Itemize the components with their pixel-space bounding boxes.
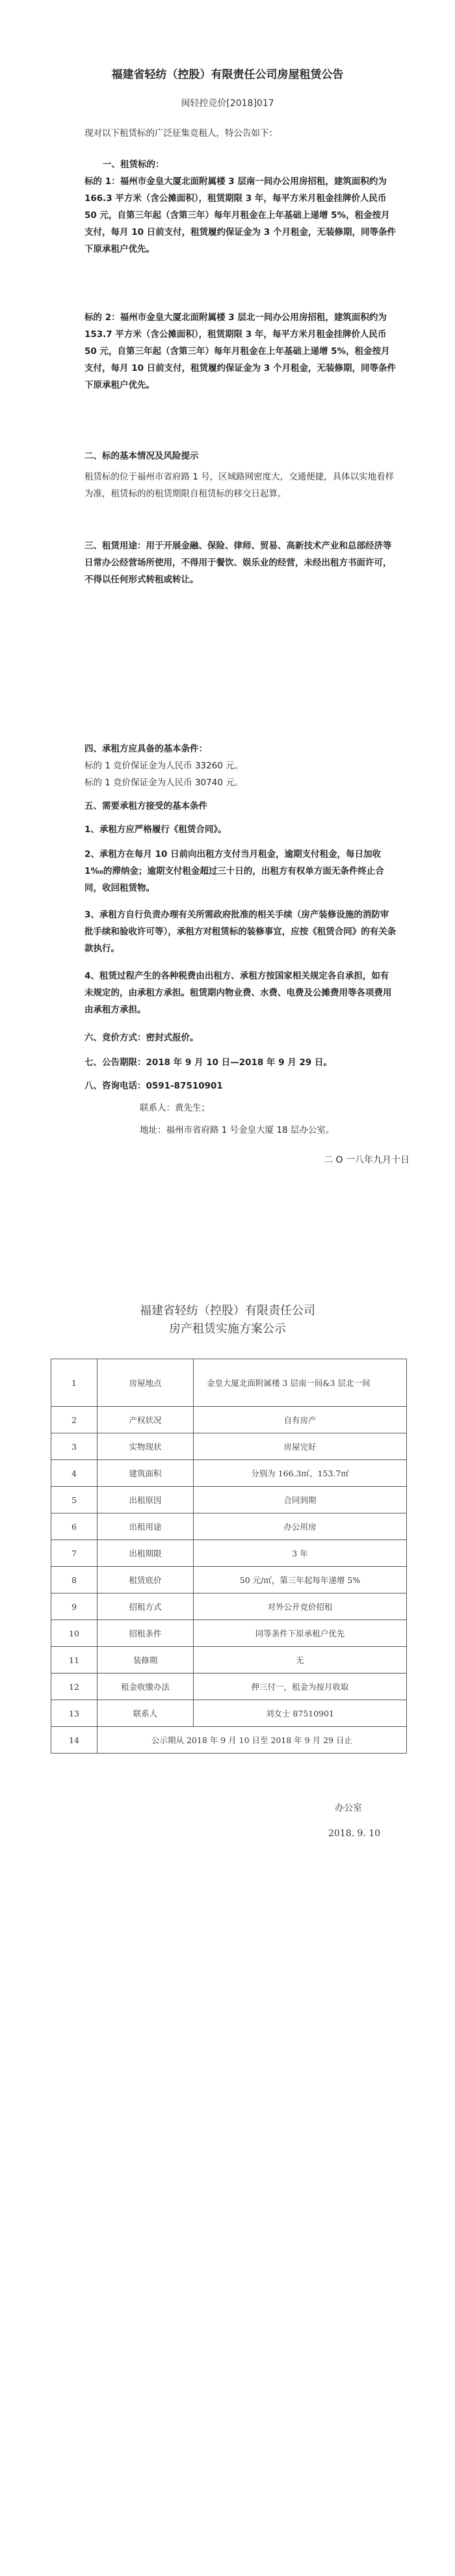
condition-5-1: 1、承租方应严格履行《租赁合同》。	[84, 824, 227, 835]
document-number: 闽轻控竞价[2018]017	[181, 98, 274, 109]
condition-1: 标的 1 竞价保证金为人民币 33260 元。	[84, 761, 244, 771]
plan-signer: 办公室	[335, 1803, 362, 1813]
item-2-text: 标的 2：福州市金皇大厦北面附属楼 3 层北一间办公用房招租，建筑面积约为 153.7 平方米（含公摊面积），租赁期限 3 年，每平方米月租金挂牌价人民币 50 元，自第三年起（含第三年）每年月租金在上年基础上递增 5%，租金按月支付，每月 10 日前支付，租赁履约保证金为 3 个月租金，无装修期，同等条件下原承租户优先。	[84, 312, 396, 390]
section-heading-1: 一、租赁标的：	[103, 159, 164, 170]
plan-title-line-2: 房产租赁实施方案公示	[169, 1322, 286, 1336]
table-row: 2 产权状况 自有房产	[51, 1407, 407, 1433]
condition-5-3: 3、承租方自行负责办理有关所需政府批准的相关手续（房产装修设施的消防审批手续和验收许可等），承租方对租赁标的装修事宜，应按《租赁合同》的有关条款执行。	[84, 910, 396, 954]
table-row: 12 租金收缴办法 押三付一，租金为按月收取	[51, 1674, 407, 1700]
section-2-text: 租赁标的位于福州市省府路 1 号，区域路网密度大，交通便捷，具体以实地看样为准，租赁标的的租赁期限自租赁标的移交日起算。	[84, 472, 395, 499]
item-1-text: 标的 1：福州市金皇大厦北面附属楼 3 层南一间办公用房招租，建筑面积约为 166.3 平方米（含公摊面积），租赁期限 3 年，每平方米月租金挂牌价人民币 50 元，自第三年起（含第三年）每年月租金在上年基础上递增 5%，租金按月支付，每月 10 日前支付，租赁履约保证金为 3 个月租金，无装修期，同等条件下原承租户优先。	[84, 176, 396, 254]
table-row: 5 出租原因 合同到期	[51, 1487, 407, 1513]
section-heading-5: 五、需要承租方接受的基本条件	[84, 801, 207, 811]
table-row: 1 房屋地点 金皇大厦北面附属楼 3 层南一间&3 层北一间	[51, 1359, 407, 1407]
table-row: 11 装修期 无	[51, 1647, 407, 1674]
table-row: 4 建筑面积 分别为 166.3㎡、153.7㎡	[51, 1460, 407, 1487]
plan-title-line-1: 福建省轻纺（控股）有限责任公司	[140, 1304, 315, 1318]
section-heading-7: 七、公告期限：2018 年 9 月 10 日—2018 年 9 月 29 日。	[84, 1057, 333, 1068]
notice-title: 福建省轻纺（控股）有限责任公司房屋租赁公告	[111, 68, 344, 81]
condition-2: 标的 1 竞价保证金为人民币 30740 元。	[84, 778, 244, 788]
section-heading-6: 六、竞价方式：密封式报价。	[84, 1033, 199, 1043]
condition-5-2: 2、承租方在每月 10 日前向出租方支付当月租金，逾期支付租金，每日加收 1‰的滞纳金；逾期支付租金超过三十日的，出租方有权单方面无条件终止合同，收回租赁物。	[84, 849, 384, 893]
table-row: 10 招租条件 同等条件下原承租户优先	[51, 1620, 407, 1647]
notice-date: 二 O 一八年九月十日	[324, 1155, 410, 1165]
plan-sign-date: 2018. 9. 10	[328, 1828, 381, 1839]
plan-table	[51, 1359, 407, 1754]
table-row: 9 招租方式 对外公开竞价招租	[51, 1593, 407, 1620]
section-3-text: 三、租赁用途：用于开展金融、保险、律师、贸易、高新技术产业和总部经济等日常办公经营场所使用，不得用于餐饮、娱乐业的经营，未经出租方书面许可，不得以任何形式转租或转让。	[84, 541, 392, 585]
table-row: 8 租赁底价 50 元/㎡，第三年起每年递增 5%	[51, 1567, 407, 1593]
table-row: 14 公示期从 2018 年 9 月 10 日至 2018 年 9 月 29 日止	[51, 1727, 407, 1754]
table-row: 3 实物现状 房屋完好	[51, 1433, 407, 1460]
section-heading-4: 四、承租方应具备的基本条件：	[84, 744, 207, 754]
contact-address: 地址：福州市省府路 1 号金皇大厦 18 层办公室。	[140, 1125, 335, 1135]
table-row: 7 出租期限 3 年	[51, 1540, 407, 1567]
section-heading-8: 八、咨询电话：0591-87510901	[84, 1081, 223, 1091]
section-heading-2: 二、标的基本情况及风险提示	[84, 451, 199, 461]
table-row: 6 出租用途 办公用房	[51, 1513, 407, 1540]
condition-5-4: 4、租赁过程产生的各种税费由出租方、承租方按国家相关规定各自承担，如有未规定的，由承租方承担。租赁期内物业费、水费、电费及公摊费用等各项费用由承租方承担。	[84, 971, 392, 1015]
intro-text: 现对以下租赁标的广泛征集竞租人，特公告如下：	[84, 128, 278, 139]
table-row: 13 联系人 刘女士 87510901	[51, 1700, 407, 1727]
contact-person: 联系人：黄先生；	[140, 1103, 210, 1113]
